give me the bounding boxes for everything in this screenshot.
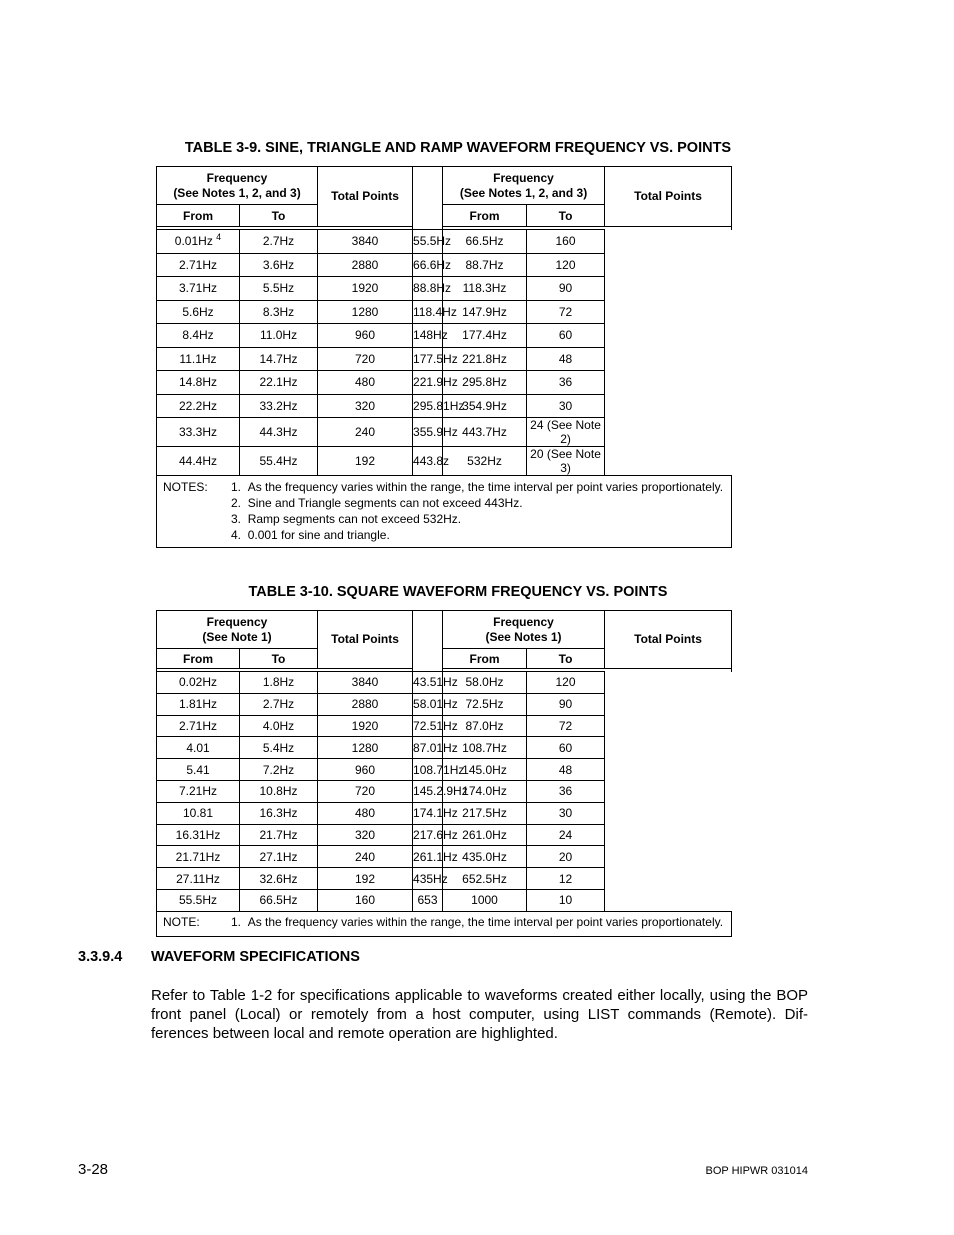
right-from-cell: 88.8Hz: [413, 277, 443, 301]
left-to-cell: 4.0Hz: [240, 715, 318, 737]
right-from-cell: 66.6Hz: [413, 253, 443, 277]
right-from-cell: 435Hz: [413, 868, 443, 890]
right-from-cell: 174.1Hz: [413, 802, 443, 824]
table-9-title: TABLE 3-9. SINE, TRIANGLE AND RAMP WAVEFORM FREQUENCY VS. POINTS: [184, 140, 732, 156]
left-total-cell: 1280: [318, 300, 413, 324]
left-total-cell: 1280: [318, 737, 413, 759]
right-from-cell: 221.9Hz: [413, 371, 443, 395]
left-from-cell: 22.2Hz: [157, 394, 240, 418]
left-total-cell: 2880: [318, 693, 413, 715]
table-row: [157, 693, 732, 715]
right-to-cell: 72.5Hz: [443, 693, 527, 715]
left-to-cell: 16.3Hz: [240, 802, 318, 824]
right-from-cell: 177.5Hz: [413, 347, 443, 371]
left-from-cell: 14.8Hz: [157, 371, 240, 395]
section-number: 3.3.9.4: [78, 949, 123, 965]
left-from-cell: 7.21Hz: [157, 780, 240, 802]
section-title: WAVEFORM SPECIFICATIONS: [151, 949, 360, 965]
table-9-notes: [157, 476, 732, 548]
right-total-cell: 30: [527, 802, 605, 824]
left-total-cell: 3840: [318, 230, 413, 254]
left-total-cell: 3840: [318, 672, 413, 694]
left-from-cell: 3.71Hz: [157, 277, 240, 301]
right-to-cell: 295.8Hz: [443, 371, 527, 395]
right-to-cell: 435.0Hz: [443, 846, 527, 868]
right-total-cell: 160: [527, 230, 605, 254]
left-from-cell: 10.81: [157, 802, 240, 824]
right-to-cell: 1000: [443, 889, 527, 911]
right-to-cell: 652.5Hz: [443, 868, 527, 890]
right-from-cell: 653: [413, 889, 443, 911]
page-number: 3-28: [78, 1161, 109, 1178]
from-header: From: [157, 205, 240, 227]
table-row: [157, 846, 732, 868]
left-to-cell: 22.1Hz: [240, 371, 318, 395]
left-to-cell: 2.7Hz: [240, 693, 318, 715]
right-from-cell: 145.2.9Hz: [413, 780, 443, 802]
right-from-cell: 443.8z: [413, 447, 443, 476]
left-total-cell: 960: [318, 759, 413, 781]
left-to-cell: 2.7Hz: [240, 230, 318, 254]
right-total-cell: 10: [527, 889, 605, 911]
section-body: Refer to Table 1-2 for specifications applicable to waveforms created either locally, using the BOP front panel (Local) or remotely from a host computer, using LIST commands (Remote). Dif-ferences between local and remote operation are highlighted.: [151, 987, 808, 1042]
to-header: To: [527, 649, 605, 669]
right-total-cell: 72: [527, 715, 605, 737]
right-from-cell: 87.01Hz: [413, 737, 443, 759]
right-total-cell: 120: [527, 672, 605, 694]
left-total-cell: 240: [318, 846, 413, 868]
table-row: [157, 737, 732, 759]
right-from-cell: 261.1Hz: [413, 846, 443, 868]
column-gap: [413, 611, 443, 672]
left-from-cell: 8.4Hz: [157, 324, 240, 348]
table-row: [157, 802, 732, 824]
right-total-cell: 20 (See Note 3): [527, 447, 605, 476]
table-row: [157, 324, 732, 348]
left-from-cell: 11.1Hz: [157, 347, 240, 371]
table-row: [157, 277, 732, 301]
right-total-cell: 36: [527, 780, 605, 802]
right-to-cell: 177.4Hz: [443, 324, 527, 348]
document-id: BOP HIPWR 031014: [705, 1165, 808, 1177]
left-total-cell: 1920: [318, 277, 413, 301]
column-gap: [413, 167, 443, 230]
right-to-cell: 443.7Hz: [443, 418, 527, 447]
from-header: From: [157, 649, 240, 669]
left-to-cell: 1.8Hz: [240, 672, 318, 694]
right-total-cell: 120: [527, 253, 605, 277]
right-to-cell: 147.9Hz: [443, 300, 527, 324]
right-total-cell: 24 (See Note 2): [527, 418, 605, 447]
left-to-cell: 27.1Hz: [240, 846, 318, 868]
left-total-cell: 960: [318, 324, 413, 348]
right-total-cell: 60: [527, 737, 605, 759]
right-from-cell: 43.51Hz: [413, 672, 443, 694]
right-to-cell: 66.5Hz: [443, 230, 527, 254]
note-3: 3. Ramp segments can not exceed 532Hz.: [231, 512, 462, 526]
total-points-header-right: Total Points: [605, 167, 732, 227]
frequency-header-left: Frequency (See Notes 1, 2, and 3): [157, 167, 318, 205]
note-1: NOTES: 1. As the frequency varies within the range, the time interval per point varies proportionately.: [163, 480, 724, 494]
right-to-cell: 87.0Hz: [443, 715, 527, 737]
left-to-cell: 14.7Hz: [240, 347, 318, 371]
right-total-cell: 90: [527, 693, 605, 715]
left-to-cell: 21.7Hz: [240, 824, 318, 846]
table-10: [156, 610, 732, 937]
left-total-cell: 320: [318, 824, 413, 846]
left-from-cell: 27.11Hz: [157, 868, 240, 890]
total-points-header-left: Total Points: [318, 611, 413, 669]
total-points-header-left: Total Points: [318, 167, 413, 227]
right-to-cell: 532Hz: [443, 447, 527, 476]
table-row: [157, 824, 732, 846]
frequency-header-right: Frequency (See Notes 1, 2, and 3): [443, 167, 605, 205]
from-header: From: [443, 649, 527, 669]
right-from-cell: 118.4Hz: [413, 300, 443, 324]
right-from-cell: 148Hz: [413, 324, 443, 348]
table-row: [157, 371, 732, 395]
table-row: [157, 230, 732, 254]
table-row: [157, 347, 732, 371]
table-10-title: TABLE 3-10. SQUARE WAVEFORM FREQUENCY VS. POINTS: [248, 584, 668, 600]
right-to-cell: 217.5Hz: [443, 802, 527, 824]
left-total-cell: 480: [318, 371, 413, 395]
left-to-cell: 66.5Hz: [240, 889, 318, 911]
left-total-cell: 320: [318, 394, 413, 418]
left-total-cell: 160: [318, 889, 413, 911]
left-from-cell: 21.71Hz: [157, 846, 240, 868]
right-total-cell: 24: [527, 824, 605, 846]
table-row: [157, 447, 732, 476]
right-total-cell: 48: [527, 347, 605, 371]
total-points-header-right: Total Points: [605, 611, 732, 669]
left-to-cell: 32.6Hz: [240, 868, 318, 890]
left-total-cell: 192: [318, 868, 413, 890]
left-from-cell: 0.01Hz $^4$: [157, 230, 240, 254]
right-total-cell: 12: [527, 868, 605, 890]
left-total-cell: 480: [318, 802, 413, 824]
from-header: From: [443, 205, 527, 227]
note-4: 4. 0.001 for sine and triangle.: [231, 528, 390, 542]
left-from-cell: 16.31Hz: [157, 824, 240, 846]
left-from-cell: 44.4Hz: [157, 447, 240, 476]
note-2: 2. Sine and Triangle segments can not exceed 443Hz.: [231, 496, 523, 510]
left-total-cell: 1920: [318, 715, 413, 737]
left-from-cell: 33.3Hz: [157, 418, 240, 447]
table-9: [156, 166, 732, 548]
left-total-cell: 720: [318, 347, 413, 371]
right-to-cell: 118.3Hz: [443, 277, 527, 301]
right-to-cell: 354.9Hz: [443, 394, 527, 418]
left-total-cell: 2880: [318, 253, 413, 277]
right-from-cell: 72.51Hz: [413, 715, 443, 737]
right-from-cell: 355.9Hz: [413, 418, 443, 447]
right-to-cell: 145.0Hz: [443, 759, 527, 781]
right-to-cell: 88.7Hz: [443, 253, 527, 277]
left-to-cell: 10.8Hz: [240, 780, 318, 802]
right-to-cell: 58.0Hz: [443, 672, 527, 694]
right-from-cell: 108.71Hz: [413, 759, 443, 781]
table-row: [157, 868, 732, 890]
left-to-cell: 5.5Hz: [240, 277, 318, 301]
left-from-cell: 4.01: [157, 737, 240, 759]
footnote-marker: 4: [216, 232, 222, 243]
to-header: To: [240, 649, 318, 669]
table-10-note: NOTE: 1. As the frequency varies within the range, the time interval per point varies proportionately.: [157, 911, 732, 936]
left-from-cell: 2.71Hz: [157, 253, 240, 277]
right-from-cell: 55.5Hz: [413, 230, 443, 254]
right-total-cell: 60: [527, 324, 605, 348]
right-from-cell: 217.6Hz: [413, 824, 443, 846]
left-from-cell: 5.41: [157, 759, 240, 781]
right-total-cell: 90: [527, 277, 605, 301]
to-header: To: [240, 205, 318, 227]
right-from-cell: 295.81Hz: [413, 394, 443, 418]
table-row: [157, 889, 732, 911]
left-from-cell: 55.5Hz: [157, 889, 240, 911]
left-to-cell: 8.3Hz: [240, 300, 318, 324]
left-from-cell: 0.02Hz: [157, 672, 240, 694]
right-to-cell: 261.0Hz: [443, 824, 527, 846]
left-total-cell: 240: [318, 418, 413, 447]
to-header: To: [527, 205, 605, 227]
table-row: [157, 759, 732, 781]
table-row: [157, 394, 732, 418]
table-row: [157, 715, 732, 737]
table-row: [157, 780, 732, 802]
table-row: [157, 418, 732, 447]
right-total-cell: 20: [527, 846, 605, 868]
right-to-cell: 108.7Hz: [443, 737, 527, 759]
right-total-cell: 36: [527, 371, 605, 395]
left-from-cell: 2.71Hz: [157, 715, 240, 737]
frequency-header-left: Frequency (See Note 1): [157, 611, 318, 649]
right-from-cell: 58.01Hz: [413, 693, 443, 715]
right-total-cell: 30: [527, 394, 605, 418]
left-from-cell: 5.6Hz: [157, 300, 240, 324]
left-to-cell: 55.4Hz: [240, 447, 318, 476]
table-row: [157, 300, 732, 324]
left-to-cell: 33.2Hz: [240, 394, 318, 418]
left-to-cell: 11.0Hz: [240, 324, 318, 348]
left-total-cell: 720: [318, 780, 413, 802]
table-row: [157, 672, 732, 694]
table-row: [157, 253, 732, 277]
left-to-cell: 3.6Hz: [240, 253, 318, 277]
right-to-cell: 221.8Hz: [443, 347, 527, 371]
left-to-cell: 44.3Hz: [240, 418, 318, 447]
frequency-header-right: Frequency (See Notes 1): [443, 611, 605, 649]
right-total-cell: 72: [527, 300, 605, 324]
left-to-cell: 5.4Hz: [240, 737, 318, 759]
left-from-cell: 1.81Hz: [157, 693, 240, 715]
right-total-cell: 48: [527, 759, 605, 781]
right-to-cell: 174.0Hz: [443, 780, 527, 802]
left-to-cell: 7.2Hz: [240, 759, 318, 781]
left-total-cell: 192: [318, 447, 413, 476]
